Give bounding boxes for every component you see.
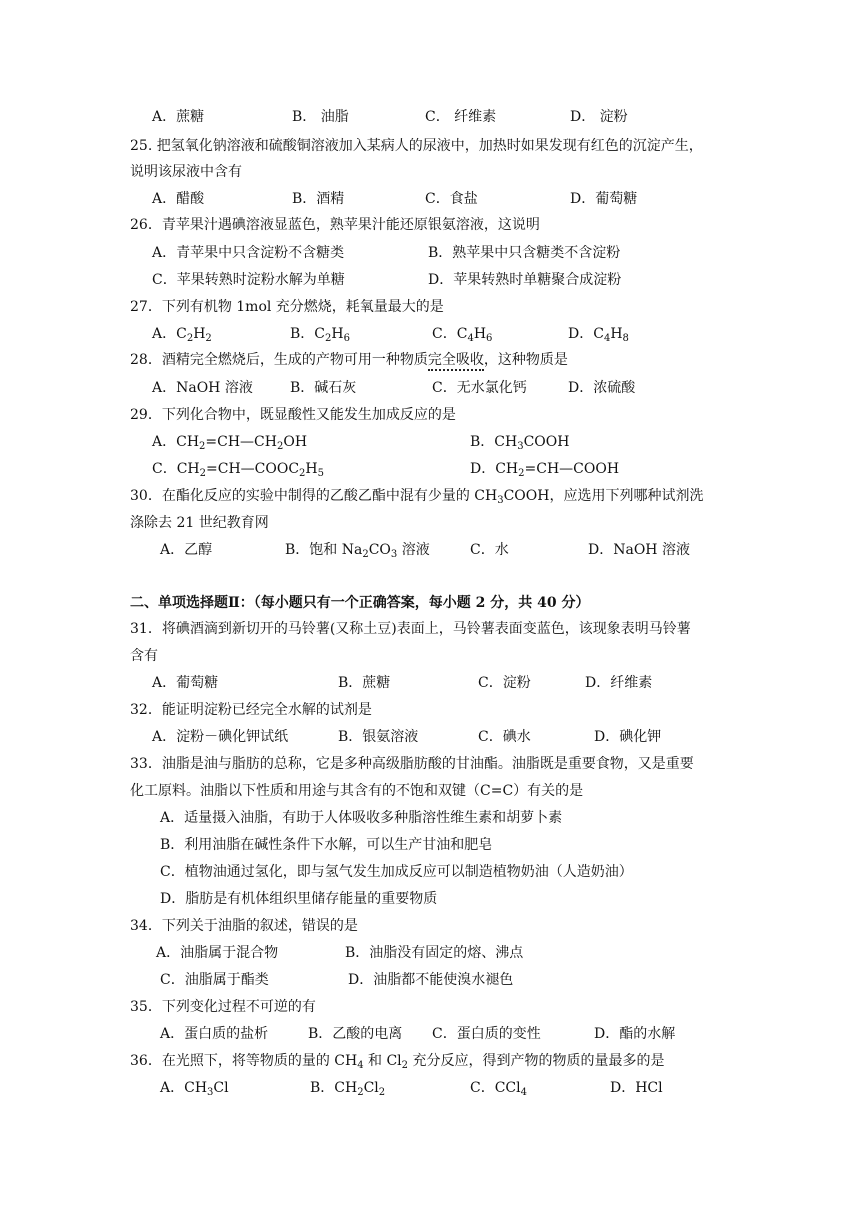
q36-option-c: C．CCl$_4$ <box>470 1080 527 1098</box>
q31-option-c: C．淀粉 <box>478 675 531 691</box>
q24-option-a: A．蔗糖 <box>152 109 205 125</box>
q27-stem: 27．下列有机物 1mol 充分燃烧，耗氧量最大的是 <box>130 299 444 315</box>
q26-option-b: B．熟苹果中只含糖类不含淀粉 <box>428 245 621 261</box>
q28-option-c: C．无水氯化钙 <box>432 380 527 396</box>
q30-stem-line1: 30．在酯化反应的实验中制得的乙酸乙酯中混有少量的 $CH_3COOH$，应选用下列哪种试剂洗 <box>130 488 704 506</box>
q36-option-a: A．$CH_3Cl$ <box>160 1080 229 1098</box>
q25-option-b: B．酒精 <box>292 191 345 207</box>
q34-option-b: B．油脂没有固定的熔、沸点 <box>345 945 524 961</box>
q27-option-a: A．$C_2H_2$ <box>152 326 212 344</box>
q29-option-c: C．$CH_2=CH—COOC_2H_5$ <box>152 461 325 479</box>
section-2-heading: 二、单项选择题Ⅱ：（每小题只有一个正确答案，每小题 2 分，共 40 分） <box>130 595 590 611</box>
q33-option-d: D．脂肪是有机体组织里储存能量的重要物质 <box>160 891 438 907</box>
q29-stem: 29．下列化合物中，既显酸性又能发生加成反应的是 <box>130 407 456 423</box>
q28-option-d: D．浓硫酸 <box>568 380 636 396</box>
q33-option-a: A．适量摄入油脂，有助于人体吸收多种脂溶性维生素和胡萝卜素 <box>160 810 563 826</box>
q30-stem-line2: 涤除去 21 世纪教育网 <box>130 515 269 531</box>
q28-emphasis: 完全吸收 <box>428 352 484 371</box>
q32-option-d: D．碘化钾 <box>594 729 662 745</box>
q31-stem-line1: 31．将碘酒滴到新切开的马铃薯(又称土豆)表面上，马铃薯表面变蓝色，该现象表明马铃薯 <box>130 621 691 637</box>
q29-option-a: A．$CH_2=CH—CH_2OH$ <box>152 434 308 452</box>
q36-option-d: D．HCl <box>610 1080 663 1096</box>
q34-option-a: A．油脂属于混合物 <box>156 945 279 961</box>
q28-option-b: B．碱石灰 <box>290 380 357 396</box>
q32-stem: 32．能证明淀粉已经完全水解的试剂是 <box>130 702 372 718</box>
q25-stem-line1: 25. 把氢氧化钠溶液和硫酸铜溶液加入某病人的尿液中，加热时如果发现有红色的沉淀产生， <box>130 138 703 154</box>
q36-stem: 36．在光照下，将等物质的量的 $CH_4$ 和 $Cl_2$ 充分反应，得到产物的物质的量最多的是 <box>130 1053 665 1071</box>
q35-option-c: C．蛋白质的变性 <box>432 1026 541 1042</box>
q26-option-a: A．青苹果中只含淀粉不含糖类 <box>152 245 345 261</box>
q25-option-c: C．食盐 <box>425 191 478 207</box>
q27-option-b: B．$C_2H_6$ <box>290 326 350 344</box>
q29-option-b: B．$CH_3COOH$ <box>470 434 570 452</box>
q30-option-d: D．NaOH 溶液 <box>588 542 690 558</box>
q33-option-c: C．植物油通过氢化，即与氢气发生加成反应可以制造植物奶油（人造奶油） <box>160 864 633 880</box>
q30-option-b: B．饱和 $Na_2CO_3$ 溶液 <box>285 542 430 560</box>
q26-stem: 26．青苹果汁遇碘溶液显蓝色，熟苹果汁能还原银氨溶液，这说明 <box>130 217 540 233</box>
q33-option-b: B．利用油脂在碱性条件下水解，可以生产甘油和肥皂 <box>160 837 493 853</box>
q35-option-b: B．乙酸的电离 <box>308 1026 403 1042</box>
q32-option-c: C．碘水 <box>478 729 531 745</box>
q35-option-d: D．酯的水解 <box>594 1026 676 1042</box>
q28-stem: 28．酒精完全燃烧后，生成的产物可用一种物质完全吸收，这种物质是 <box>130 350 568 370</box>
q24-option-c: C． 纤维素 <box>425 109 497 125</box>
q25-option-d: D．葡萄糖 <box>570 191 638 207</box>
q27-option-d: D．$C_4H_8$ <box>568 326 629 344</box>
q24-option-d: D． 淀粉 <box>570 109 628 125</box>
q31-option-b: B．蔗糖 <box>338 675 391 691</box>
q31-option-a: A．葡萄糖 <box>152 675 219 691</box>
q25-option-a: A．醋酸 <box>152 191 205 207</box>
q35-stem: 35．下列变化过程不可逆的有 <box>130 999 316 1015</box>
q26-option-d: D．苹果转熟时单糖聚合成淀粉 <box>428 272 622 288</box>
q28-option-a: A．NaOH 溶液 <box>152 380 253 396</box>
q24-option-b: B． 油脂 <box>292 109 349 125</box>
q31-stem-line2: 含有 <box>130 648 158 664</box>
q31-option-d: D．纤维素 <box>585 675 653 691</box>
q34-option-d: D．油脂都不能使溴水褪色 <box>348 972 514 988</box>
q26-option-c: C．苹果转熟时淀粉水解为单糖 <box>152 272 345 288</box>
q25-stem-line2: 说明该尿液中含有 <box>130 164 242 180</box>
q34-stem: 34．下列关于油脂的叙述，错误的是 <box>130 918 358 934</box>
q32-option-a: A．淀粉－碘化钾试纸 <box>152 729 289 745</box>
q34-option-c: C．油脂属于酯类 <box>160 972 269 988</box>
q33-stem-line1: 33．油脂是油与脂肪的总称，它是多种高级脂肪酸的甘油酯。油脂既是重要食物，又是重要 <box>130 756 694 772</box>
q30-option-c: C．水 <box>470 542 509 558</box>
q35-option-a: A．蛋白质的盐析 <box>160 1026 269 1042</box>
q32-option-b: B．银氨溶液 <box>338 729 419 745</box>
q29-option-d: D．$CH_2=CH—COOH$ <box>470 461 620 479</box>
q36-option-b: B．$CH_2Cl_2$ <box>310 1080 386 1098</box>
q30-option-a: A．乙醇 <box>160 542 213 558</box>
q27-option-c: C．$C_4H_6$ <box>432 326 493 344</box>
q33-stem-line2: 化工原料。油脂以下性质和用途与其含有的不饱和双键（C=C）有关的是 <box>130 783 584 799</box>
